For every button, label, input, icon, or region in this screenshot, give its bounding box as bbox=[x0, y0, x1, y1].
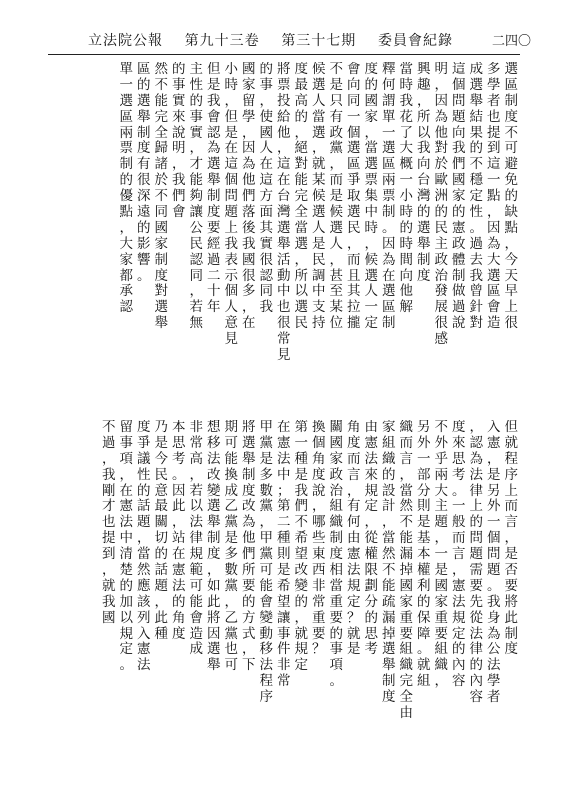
text-column: 選 區 制 度 不 可 避 免 的 缺 點 ， 今 天 早 上 很 bbox=[504, 62, 518, 332]
text-column: 的 事 實 來 說 明 ， 我 們 會 bbox=[172, 62, 186, 221]
text-column: 非 常 高 ， 若 以 法 律 規 範 可 能 會 造 成 bbox=[189, 420, 203, 658]
text-column: 換 個 角 度 說 ， 哪 些 東 西 非 常 重 要 ？ bbox=[312, 420, 326, 658]
text-column: 期 可 能 換 成 乙 黨 是 多 數 黨 ， 乙 黨 也 可 bbox=[224, 420, 238, 674]
text-column: 主 性 的 事 實 ， 才 能 夠 讓 公 民 認 同 ， 若 無 bbox=[189, 62, 203, 332]
vertical-text-body bbox=[48, 62, 520, 762]
text-column: 會 向 同 一 個 選 區 爭 取 選 民 ， 而 且 其 拉 攏 bbox=[347, 62, 361, 332]
text-column: 區 的 選 舉 制 度 有 很 深 遠 的 影 響 。 bbox=[137, 62, 151, 284]
text-column: 不 過 ， 我 剛 才 也 提 到 ， 就 我 國 bbox=[102, 420, 116, 626]
text-column: 由 憲 法 來 規 定 ， 從 權 限 劃 分 的 思 考 bbox=[364, 420, 378, 658]
page-header bbox=[88, 28, 453, 52]
upper-text-block bbox=[48, 62, 520, 392]
text-column: 的 事 ， 使 國 人 在 這 方 面 其 實 很 認 同 我 bbox=[259, 62, 273, 316]
text-column: 乃 是 今 民 意 最 關 切 的 話 題 ， 此 種 bbox=[154, 420, 168, 642]
header-rule bbox=[48, 54, 520, 55]
text-column: 度 爭 議 性 的 話 題 ， 當 然 應 該 列 入 憲 法 bbox=[137, 420, 151, 674]
text-column: 度 的 國 家 ， 當 選 票 集 中 時 ， 候 選 人 一 定 bbox=[364, 62, 378, 332]
page-number: 二四〇 bbox=[491, 34, 531, 49]
text-column: 本 思 考 。 因 此 ， 站 在 憲 法 的 角 度 bbox=[172, 420, 186, 642]
text-column: 這 個 問 題 向 我 們 國 家 的 憲 政 體 制 做 過 說 bbox=[452, 62, 466, 332]
volume-label: 第九十三卷 bbox=[184, 33, 260, 49]
text-column: 將 選 舉 制 度 改 為 他 們 所 要 的 方 式 ， 下 bbox=[242, 420, 256, 674]
text-column: 多 學 者 也 提 到 這 一 點 ， 因 為 大 選 區 會 造 bbox=[487, 62, 501, 332]
text-column: 第 一 種 是 我 們 不 希 望 改 變 的 ， 就 規 定 bbox=[294, 420, 308, 674]
text-column: 家 組 織 的 設 計 ， 當 然 不 能 疏 漏 掉 選 舉 制 度 bbox=[382, 420, 396, 706]
text-column: 明 ， 因 為 他 對 於 歐 洲 的 民 主 政 治 發 展 很 感 bbox=[434, 62, 448, 348]
text-column: 留 事 項 ， 在 憲 法 中 清 楚 的 加 以 規 定 。 bbox=[119, 420, 133, 674]
text-column: 甲 黨 是 多 數 黨 ， 甲 黨 可 能 會 變 動 移 法 程 序 bbox=[259, 420, 273, 706]
text-column: 單 一 選 區 兩 票 制 的 優 點 ， 大 家 都 承 認 bbox=[119, 62, 133, 316]
text-column: 小 時 ， 但 是 在 這 個 問 題 上 我 表 示 個 人 意 見 bbox=[224, 62, 238, 348]
text-column: 關 國 家 政 治 組 織 制 度 相 當 重 要 的 事 項 。 bbox=[329, 420, 343, 690]
text-column: 候 選 人 當 選 ， 就 某 候 選 人 是 民 調 中 支 持 bbox=[312, 62, 326, 332]
issue-label: 第三十七期 bbox=[281, 33, 357, 49]
text-column: ， 認 為 法 律 上 的 問 題 需 要 先 從 法 律 的 內 容 bbox=[469, 420, 483, 706]
text-column: 但 是 我 會 認 為 選 舉 制 度 要 經 過 二 十 年 bbox=[207, 62, 221, 316]
text-column: 將 票 投 給 他 ， 這 在 台 灣 選 舉 活 動 中 也 很 常 見 bbox=[277, 62, 291, 364]
text-column: 但 就 程 序 上 而 言 ， 是 否 要 將 此 制 度 bbox=[504, 420, 518, 658]
text-column: 不 是 只 有 政 黨 ， 而 是 候 選 人 ， 甚 至 某 位 bbox=[329, 62, 343, 332]
text-column: 興 趣 ， 所 以 我 向 台 灣 的 選 舉 制 度 bbox=[417, 62, 431, 284]
text-column: 不 外 乎 兩 大 主 題 ， 一 是 國 家 重 要 組 織 ， bbox=[434, 420, 448, 690]
text-column: 想 移 法 改 變 選 舉 制 度 ， 如 此 將 因 選 舉 bbox=[207, 420, 221, 674]
text-column: 國 家 留 學 ， 因 為 他 們 落 後 我 國 很 多 ， 在 bbox=[242, 62, 256, 332]
lower-text-block bbox=[48, 420, 520, 750]
text-column: 釋 何 謂 單 一 選 區 兩 票 制 。 因 為 在 選 區 制 bbox=[382, 62, 396, 332]
text-column: 當 時 我 花 了 大 概 一 小 時 的 時 間 向 他 解 bbox=[399, 62, 413, 316]
publication-title: 立法院公報 bbox=[88, 33, 163, 49]
text-column: 然 不 能 完 全 歸 諸 於 不 同 國 家 制 度 對 選 舉 bbox=[154, 62, 168, 332]
text-column: 度 來 思 考 。 一 般 而 言 ， 憲 法 規 定 的 內 容 bbox=[452, 420, 466, 690]
text-column: 入 憲 ， 是 另 外 一 個 問 題 。 我 身 為 公 法 學 者 bbox=[487, 420, 501, 706]
text-column: 角 度 而 言 ， 有 何 由 憲 法 規 定 ？ 就 是 bbox=[347, 420, 361, 658]
text-column: 另 外 一 部 分 則 是 基 本 權 利 的 保 障 。 就 組 bbox=[417, 420, 431, 690]
section-label: 委員會紀錄 bbox=[377, 33, 453, 49]
text-column: 織 而 言 ， 當 然 不 能 漏 掉 國 家 重 要 組 織 完 全 由 bbox=[399, 420, 413, 722]
text-column: 成 選 舉 結 果 的 不 穩 定 性 。 過 去 我 曾 針 對 bbox=[469, 62, 483, 332]
text-column: 度 最 高 的 ， 絕 對 能 完 全 當 選 ， 所 以 選 民 bbox=[294, 62, 308, 332]
text-column: 在 憲 法 中 ； 第 二 種 則 是 希 望 讓 事 件 非 常 bbox=[277, 420, 291, 690]
